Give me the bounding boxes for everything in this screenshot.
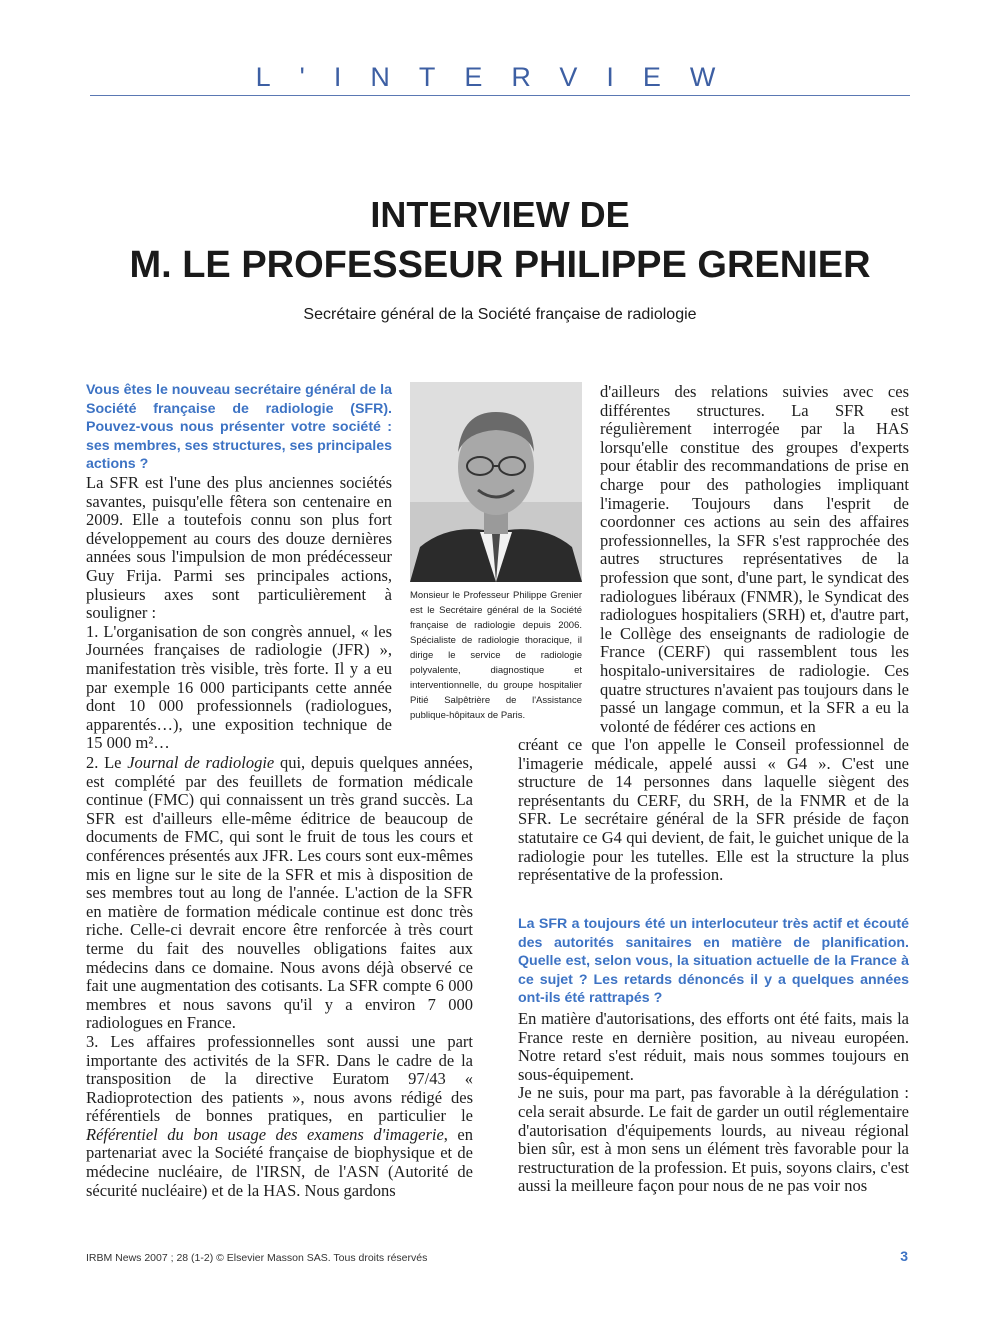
- journal-title: Journal de radiologie: [127, 753, 275, 772]
- photo-caption: Monsieur le Professeur Philippe Grenier est le Secrétaire général de la Société française de radiologie depuis 2006. Spécialiste de radiologie thoracique, il dirige le service de radiologie polyvalente, diagnostique et interventionnelle, du groupe hospitalier Pitié Salpêtrière de l'Assistance publique-hôpitaux de Paris.: [410, 590, 582, 721]
- paragraph: créant ce que l'on appelle le Conseil professionnel de l'imagerie médicale, appelé aussi « G4 ». C'est une structure de 14 personnes dans laquelle siègent des représentants du CERF, du SRH, de la FNMR et de la SFR. Le secrétaire général de la SFR préside de façon statutaire ce G4 qui devient, de fait, le guichet unique de la radiologie pour les tutelles. Elle est la structure la plus représentative de la profession.: [518, 735, 909, 885]
- article-title: [90, 190, 910, 290]
- rubric-divider: [90, 95, 910, 96]
- paragraph: 1. L'organisation de son congrès annuel, « les Journées françaises de radiologie (JFR) », manifestation très visible, très forte. Il y a eu par exemple 16 000 participants cette année dont 10 000 professionnels (radiologues, apparentés…), une exposition technique de 15 000 m²…: [86, 621, 392, 753]
- paragraph: Je ne suis, pour ma part, pas favorable à la dérégulation : cela serait absurde. Le fait de garder un outil réglementaire d'autorisation d'équipements lourds, au niveau régional bien sûr, est à mon sens un élément très favorable pour la restructuration de la profession. Et puis, soyons clairs, c'est aussi la meilleure façon pour nous de ne pas voir nos: [518, 1083, 909, 1196]
- paragraph: La SFR est l'une des plus anciennes sociétés savantes, puisqu'elle fêtera son centenaire en 2009. Elle a toutefois connu son plus fort développement au cours des douze dernières années sous l'impulsion de mon prédécesseur Guy Frija. Parmi ses principales actions, plusieurs axes sont particulièrement à souligner :: [86, 473, 392, 623]
- article-subtitle: Secrétaire général de la Société française de radiologie: [303, 306, 697, 323]
- question-2: La SFR a toujours été un interlocuteur très actif et écouté des autorités sanitaires en matière de planification. Quelle est, selon vous, la situation actuelle de la France à ce sujet ? Les retards dénoncés il y a quelques années ont-ils été rattrapés ?: [518, 916, 909, 1007]
- text-run: 3. Les affaires professionnelles sont aussi une part importante des activités de la SFR. Dans le cadre de la transposition de la directive Euratom 97/43 « Radioprotection des patients », nous avons rédigé des référentiels de bonnes pratiques, en particulier le: [86, 1031, 473, 1126]
- footer-citation: IRBM News 2007 ; 28 (1-2) © Elsevier Masson SAS. Tous droits réservés: [86, 1252, 428, 1264]
- question-1: Vous êtes le nouveau secrétaire général de la Société française de radiologie (SFR). Pouvez-vous nous présenter votre société : ses membres, ses structures, ses principales actions ?: [86, 382, 392, 473]
- column-2-top: [600, 383, 909, 736]
- title-line-2: M. LE PROFESSEUR PHILIPPE GRENIER: [129, 244, 871, 286]
- text-run: qui, depuis quelques années, est complété par des feuillets de formation médicale continue (FMC) qui connaissent un très grand succès. La SFR est d'ailleurs elle-même éditrice de beaucoup de documents de FMC, qui sont le fruit de tous les cours et conférences présentés aux JFR. Les cours sont eux-mêmes mis en ligne sur le site de la SFR et mis à disposition de ses membres tout au long de l'année. L'action de la SFR en matière de formation médicale continue est donc très riche. Celle-ci devrait encore être renforcée à très court terme du fait des nouvelles obligations faites aux médecins dans ce domaine. Nous avons déjà observé ce fait une augmentation des cotisants. La SFR compte 6 000 membres et nous savons qu'il y a environ 7 000 radiologues en France.: [86, 753, 474, 1033]
- column-2-bottom: [518, 1010, 909, 1196]
- text-run: 2. Le: [86, 753, 128, 772]
- referential-title: Référentiel du bon usage des examens d'imagerie: [86, 1124, 444, 1144]
- section-rubric: L'INTERVIEW: [255, 62, 745, 92]
- portrait-photo: [410, 382, 582, 582]
- column-1-bottom: [86, 754, 473, 1200]
- page-number: 3: [900, 1248, 908, 1264]
- paragraph: [86, 1033, 473, 1200]
- paragraph: En matière d'autorisations, des efforts ont été faits, mais la France reste en dernière position, au niveau européen. Notre retard s'est réduit, mais nous sommes toujours en sous-équipement.: [518, 1009, 909, 1084]
- text-run: , en partenariat avec la Société française de biophysique et de médecine nucléaire, de l'IRSN, de l'ASN (Autorité de sécurité nucléaire) et de la HAS. Nous gardons: [86, 1124, 474, 1200]
- portrait-illustration: [410, 382, 582, 582]
- paragraph: [86, 754, 473, 1033]
- column-2-middle: [518, 736, 909, 885]
- paragraph: d'ailleurs des relations suivies avec ces différentes structures. La SFR est régulièrement interrogée par la HAS lorsqu'elle constitue des groupes d'experts pour établir des recommandations de prise en charge pour des pathologies impliquant l'imagerie. Toujours dans l'esprit de coordonner ces actions au sein des affaires professionnelles, la SFR s'est rapprochée des autres structures représentatives de la profession que sont, d'une part, le syndicat des radiologues libéraux (FNMR), le Syndicat des radiologues hospitaliers (SRH) et, d'autre part, le Collège des enseignants de radiologie de France (CERF) qui rassemblent tous les hospitalo-universitaires de radiologie. Ces quatre structures n'avaient pas toujours dans le passé un langage commun, et la SFR a eu la volonté de fédérer ces actions en: [600, 382, 909, 736]
- column-1-top: [86, 474, 392, 753]
- title-line-1: INTERVIEW DE: [370, 194, 630, 235]
